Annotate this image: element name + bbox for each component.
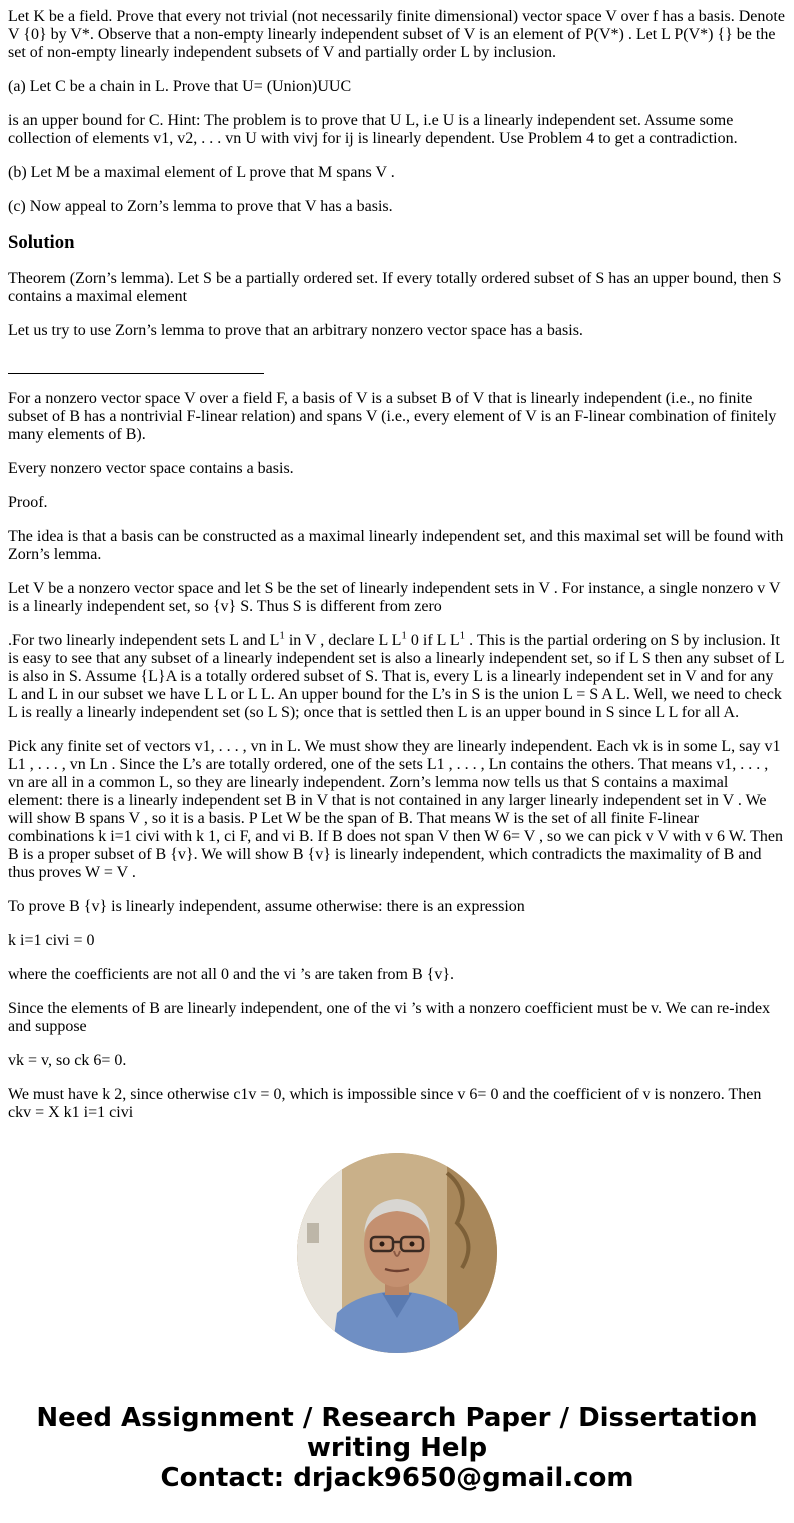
question-intro: Let K be a field. Prove that every not trivial (not necessarily finite dimensional) vector space V over f has a basis. Denote V {0} by V*. Observe that a non-empty linearly independent subset of V is an element of P(V*) . Let L P(V*) {} be the set of non-empty linearly independent subsets of V and partially order L by inclusion. xyxy=(8,8,785,61)
superscript-1: 1 xyxy=(279,629,285,642)
solution-paragraph-intro: Let us try to use Zorn’s lemma to prove that an arbitrary nonzero vector space has a basis. xyxy=(8,322,583,339)
superscript-2: 1 xyxy=(401,629,407,642)
assignment-help-banner xyxy=(0,1403,794,1493)
solution-heading: Solution xyxy=(8,232,75,253)
banner-line-2: writing Help xyxy=(306,1433,488,1463)
tutor-avatar-photo xyxy=(297,1153,497,1353)
solution-paragraph-zorn-theorem: Theorem (Zorn’s lemma). Let S be a partially ordered set. If every totally ordered subset of S has an upper bound, then S contains a maximal element xyxy=(8,270,782,305)
solution-paragraph-coefficients: where the coefficients are not all 0 and the vi ’s are taken from B {v}. xyxy=(8,966,455,983)
solution-paragraph-prove-independent: To prove B {v} is linearly independent, assume otherwise: there is an expression xyxy=(8,898,525,915)
question-part-a-hint: is an upper bound for C. Hint: The problem is to prove that U L, i.e U is a linearly independent set. Assume some collection of elements v1, v2, . . . vn U with vivj for ij is linearly dependent. Use Problem 4 to get a contradiction. xyxy=(8,112,738,147)
solution-paragraph-finite-set: Pick any finite set of vectors v1, . . . , vn in L. We must show they are linearly independent. Each vk is in some L, say v1 L1 , . . . , vn Ln . Since the L’s are totally ordered, one of the sets L1 , . . . , Ln contains the others. That means v1, . . . , vn are all in a common L, so they are linearly independent. Zorn’s lemma now tells us that S contains a maximal element: there is a linearly independent set B in V that is not contained in any larger linearly independent set in V . We will show B spans V , so it is a basis. P Let W be the span of B. That means W is the set of all finite F-linear combinations k i=1 civi with k 1, ci F, and vi B. If B does not span V then W 6= V , so we can pick v V with v 6 W. Then B is a proper subset of B {v}. We will show B {v} is linearly independent, which contradicts the maximality of B and thus proves W = V . xyxy=(8,738,783,881)
question-part-b: (b) Let M be a maximal element of L prove that M spans V . xyxy=(8,164,395,181)
solution-paragraph-ordering xyxy=(8,629,786,722)
tutor-portrait-graphic xyxy=(297,1153,497,1353)
question-part-c: (c) Now appeal to Zorn’s lemma to prove that V has a basis. xyxy=(8,198,393,215)
ordering-text-a: .For two linearly independent sets L and L xyxy=(8,632,280,649)
ordering-text-b: in V , declare L L xyxy=(284,632,402,649)
ordering-text-c: 0 if L L xyxy=(406,632,460,649)
solution-paragraph-proof-label: Proof. xyxy=(8,494,48,511)
question-part-a: (a) Let C be a chain in L. Prove that U= (Union)UUC xyxy=(8,78,352,95)
banner-line-1: Need Assignment / Research Paper / Dissertation xyxy=(36,1403,758,1433)
solution-paragraph-idea: The idea is that a basis can be constructed as a maximal linearly independent set, and this maximal set will be found with Zorn’s lemma. xyxy=(8,528,784,563)
solution-paragraph-setup: Let V be a nonzero vector space and let S be the set of linearly independent sets in V . For instance, a single nonzero v V is a linearly independent set, so {v} S. Thus S is different from zero xyxy=(8,580,781,615)
solution-paragraph-basis-definition: For a nonzero vector space V over a field F, a basis of V is a subset B of V that is linearly independent (i.e., no finite subset of B has a nontrivial F-linear relation) and spans V (i.e., every element of V is an F-linear combination of finitely many elements of B). xyxy=(8,390,777,443)
solution-paragraph-expression: k i=1 civi = 0 xyxy=(8,932,95,949)
superscript-3: 1 xyxy=(459,629,466,642)
horizontal-rule xyxy=(8,356,786,374)
solution-content xyxy=(8,0,786,1122)
solution-paragraph-vk: vk = v, so ck 6= 0. xyxy=(8,1052,127,1069)
solution-paragraph-claim: Every nonzero vector space contains a basis. xyxy=(8,460,294,477)
banner-contact-email: Contact: drjack9650@gmail.com xyxy=(160,1463,634,1493)
solution-paragraph-reindex: Since the elements of B are linearly independent, one of the vi ’s with a nonzero coefficient must be v. We can re-index and suppose xyxy=(8,1000,771,1035)
solution-paragraph-k-ge-2: We must have k 2, since otherwise c1v = 0, which is impossible since v 6= 0 and the coefficient of v is nonzero. Then ckv = X k1 i=1 civi xyxy=(8,1086,762,1121)
ordering-text-d: . This is the partial ordering on S by inclusion. It is easy to see that any subset of a linearly independent set is also a linearly independent set, so if L S then any subset of L is also in S. Assume {L}A is a totally ordered subset of S. That is, every L is a linearly independent set in V and for any L and L in our subset we have L L or L L. An upper bound for the L’s in S is the union L = S A L. Well, we need to check L is really a linearly independent set (so L S); once that is settled then L is an upper bound in S since L L for all A. xyxy=(8,632,784,721)
